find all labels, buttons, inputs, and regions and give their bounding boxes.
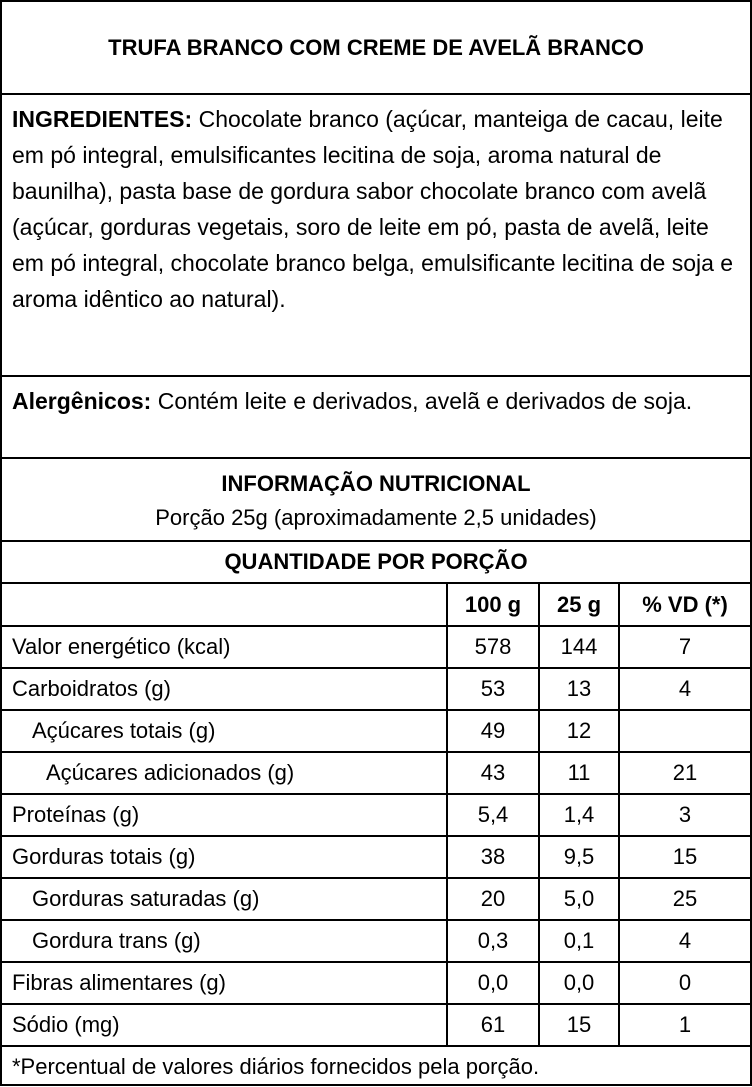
nutrient-name: Gordura trans (g) bbox=[2, 920, 447, 962]
value-vd: 4 bbox=[619, 920, 750, 962]
nutrient-name: Valor energético (kcal) bbox=[2, 626, 447, 668]
table-row bbox=[2, 710, 750, 752]
allergens-section bbox=[2, 377, 750, 459]
value-vd: 4 bbox=[619, 668, 750, 710]
nutrient-name: Sódio (mg) bbox=[2, 1004, 447, 1046]
header-cell-name bbox=[2, 584, 447, 626]
allergens-text: Contém leite e derivados, avelã e derivados de soja. bbox=[151, 388, 693, 414]
table-row bbox=[2, 962, 750, 1004]
value-vd: 3 bbox=[619, 794, 750, 836]
value-25g: 0,1 bbox=[539, 920, 619, 962]
quantity-header: QUANTIDADE POR PORÇÃO bbox=[2, 542, 750, 584]
value-100g: 61 bbox=[447, 1004, 539, 1046]
nutrient-name: Carboidratos (g) bbox=[2, 668, 447, 710]
value-100g: 20 bbox=[447, 878, 539, 920]
value-100g: 5,4 bbox=[447, 794, 539, 836]
value-25g: 15 bbox=[539, 1004, 619, 1046]
value-100g: 49 bbox=[447, 710, 539, 752]
value-25g: 144 bbox=[539, 626, 619, 668]
portion-text: Porção 25g (aproximadamente 2,5 unidades) bbox=[155, 505, 597, 530]
value-100g: 43 bbox=[447, 752, 539, 794]
nutrition-header bbox=[2, 459, 750, 542]
value-100g: 53 bbox=[447, 668, 539, 710]
value-25g: 12 bbox=[539, 710, 619, 752]
table-row bbox=[2, 920, 750, 962]
value-100g: 0,0 bbox=[447, 962, 539, 1004]
table-row bbox=[2, 668, 750, 710]
value-100g: 0,3 bbox=[447, 920, 539, 962]
nutrient-name: Açúcares totais (g) bbox=[2, 710, 447, 752]
nutrient-name: Gorduras totais (g) bbox=[2, 836, 447, 878]
value-25g: 5,0 bbox=[539, 878, 619, 920]
value-25g: 11 bbox=[539, 752, 619, 794]
table-row bbox=[2, 1004, 750, 1046]
table-row bbox=[2, 836, 750, 878]
nutrient-name: Gorduras saturadas (g) bbox=[2, 878, 447, 920]
ingredients-label: INGREDIENTES: bbox=[12, 106, 193, 132]
ingredients-text: Chocolate branco (açúcar, manteiga de cacau, leite em pó integral, emulsificantes lecitina de soja, aroma natural de baunilha), pasta base de gordura sabor chocolate branco com avelã (açúcar, gorduras vegetais, soro de leite em pó, pasta de avelã, leite em pó integral, chocolate branco belga, emulsificante lecitina de soja e aroma idêntico ao natural). bbox=[12, 106, 734, 312]
table-row bbox=[2, 752, 750, 794]
table-row bbox=[2, 626, 750, 668]
value-vd: 15 bbox=[619, 836, 750, 878]
value-25g: 13 bbox=[539, 668, 619, 710]
value-100g: 38 bbox=[447, 836, 539, 878]
product-title: TRUFA BRANCO COM CREME DE AVELÃ BRANCO bbox=[2, 2, 750, 95]
allergens-label: Alergênicos: bbox=[12, 388, 152, 414]
value-vd: 1 bbox=[619, 1004, 750, 1046]
value-25g: 0,0 bbox=[539, 962, 619, 1004]
header-cell-vd: % VD (*) bbox=[619, 584, 750, 626]
header-cell-25g: 25 g bbox=[539, 584, 619, 626]
nutrition-title: INFORMAÇÃO NUTRICIONAL bbox=[221, 471, 531, 496]
nutrient-name: Proteínas (g) bbox=[2, 794, 447, 836]
value-vd: 0 bbox=[619, 962, 750, 1004]
value-vd: 21 bbox=[619, 752, 750, 794]
value-25g: 1,4 bbox=[539, 794, 619, 836]
nutrition-table bbox=[2, 584, 750, 1047]
table-row bbox=[2, 794, 750, 836]
value-vd: 25 bbox=[619, 878, 750, 920]
table-header-row bbox=[2, 584, 750, 626]
nutrient-name: Açúcares adicionados (g) bbox=[2, 752, 447, 794]
header-cell-100g: 100 g bbox=[447, 584, 539, 626]
ingredients-section bbox=[2, 95, 750, 377]
table-row bbox=[2, 878, 750, 920]
value-25g: 9,5 bbox=[539, 836, 619, 878]
nutrient-name: Fibras alimentares (g) bbox=[2, 962, 447, 1004]
value-vd: 7 bbox=[619, 626, 750, 668]
footnote: *Percentual de valores diários fornecidos pela porção. bbox=[12, 1054, 540, 1079]
value-100g: 578 bbox=[447, 626, 539, 668]
value-vd bbox=[619, 710, 750, 752]
